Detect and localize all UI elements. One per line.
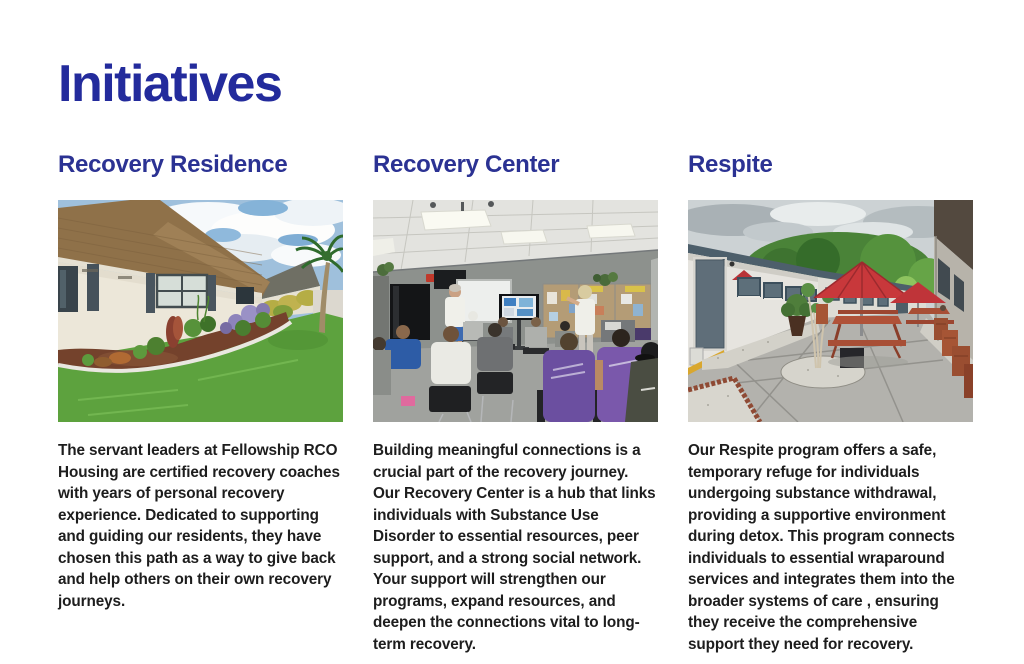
initiative-title: Respite [688,151,773,179]
initiative-description: The servant leaders at Fellowship RCO Housing are certified recovery coaches with years of personal recovery experience. Dedicated to supporting and guiding our residents, they have chosen this path as a way to give back and help others on their own recovery journeys. [58,442,340,610]
initiative-card-respite [688,151,973,655]
recovery-center-photo [373,200,658,422]
initiative-description: Building meaningful connections is a crucial part of the recovery journey. Our Recovery Center is a hub that links individuals with Substance Use Disorder to essential resources, peer support, and a strong social network. Your support will strengthen our programs, expand resources, and deepen the connections vital to long-term recovery. [373,442,656,653]
initiatives-grid [58,151,973,655]
page-title: Initiatives [58,55,282,113]
recovery-residence-photo [58,200,343,422]
initiative-title: Recovery Center [373,151,560,179]
initiative-description: Our Respite program offers a safe, temporary refuge for individuals undergoing substance withdrawal, providing a supportive environment during detox. This program connects individuals to essential wraparound services and integrates them into the broader systems of care , ensuring they receive the comprehensive support they need for recovery. [688,442,955,653]
respite-illustration [688,200,973,422]
recovery-center-illustration [373,200,658,422]
respite-photo [688,200,973,422]
initiative-title: Recovery Residence [58,151,288,179]
initiative-card-recovery-residence [58,151,343,655]
initiative-card-recovery-center [373,151,658,655]
recovery-residence-illustration [58,200,343,422]
